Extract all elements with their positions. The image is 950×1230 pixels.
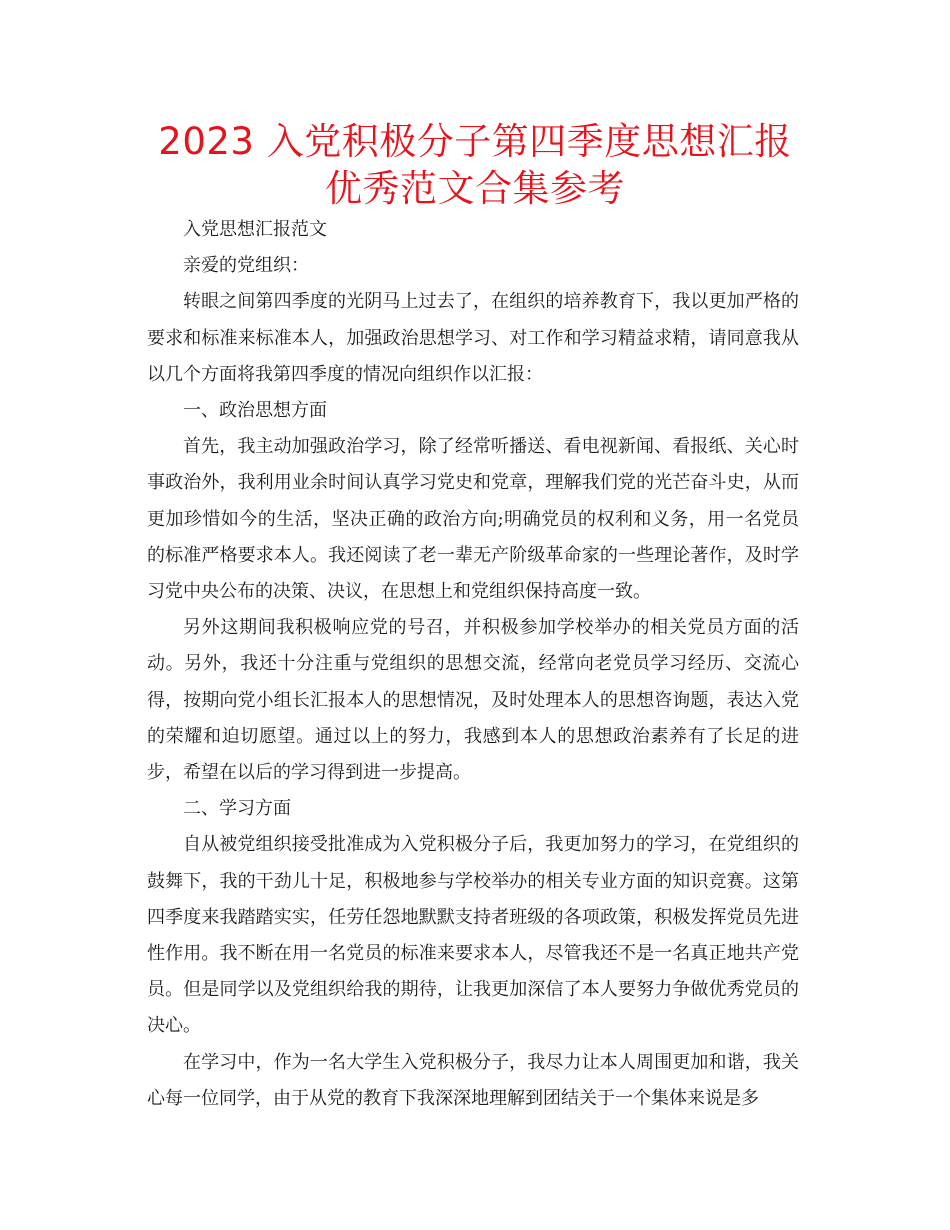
document-body	[147, 212, 799, 1117]
paragraph-intro: 转眼之间第四季度的光阴马上过去了，在组织的培养教育下，我以更加严格的要求和标准来标准本人，加强政治思想学习、对工作和学习精益求精，请同意我从以几个方面将我第四季度的情况向组织作以汇报：	[147, 291, 799, 385]
paragraph-salutation: 亲爱的党组织：	[183, 255, 309, 277]
section-heading-study: 二、学习方面	[183, 798, 291, 820]
document-title: 2023 入党积极分子第四季度思想汇报优秀范文合集参考	[158, 120, 792, 210]
paragraph-politics-1: 首先，我主动加强政治学习，除了经常听播送、看电视新闻、看报纸、关心时事政治外，我利用业余时间认真学习党史和党章，理解我们党的光芒奋斗史，从而更加珍惜如今的生活，坚决正确的政治方向;明确党员的权利和义务，用一名党员的标准严格要求本人。我还阅读了老一辈无产阶级革命家的一些理论著作，及时学习党中央公布的决策、决议，在思想上和党组织保持高度一致。	[147, 436, 799, 603]
section-heading-politics: 一、政治思想方面	[183, 400, 327, 422]
paragraph-study-2: 在学习中，作为一名大学生入党积极分子，我尽力让本人周围更加和谐，我关心每一位同学，由于从党的教育下我深深地理解到团结关于一个集体来说是多	[147, 1051, 799, 1109]
paragraph-heading: 入党思想汇报范文	[183, 219, 327, 240]
paragraph-politics-2: 另外这期间我积极响应党的号召，并积极参加学校举办的相关党员方面的活动。另外，我还十分注重与党组织的思想交流，经常向老党员学习经历、交流心得，按期向党小组长汇报本人的思想情况，及时处理本人的思想咨询题，表达入党的荣耀和迫切愿望。通过以上的努力，我感到本人的思想政治素养有了长足的进步，希望在以后的学习得到进一步提高。	[147, 617, 799, 784]
paragraph-study-1: 自从被党组织接受批准成为入党积极分子后，我更加努力的学习，在党组织的鼓舞下，我的干劲儿十足，积极地参与学校举办的相关专业方面的知识竞赛。这第四季度来我踏踏实实，任劳任怨地默默支持者班级的各项政策，积极发挥党员先进性作用。我不断在用一名党员的标准来要求本人，尽管我还不是一名真正地共产党员。但是同学以及党组织给我的期待，让我更加深信了本人要努力争做优秀党员的决心。	[147, 834, 799, 1037]
